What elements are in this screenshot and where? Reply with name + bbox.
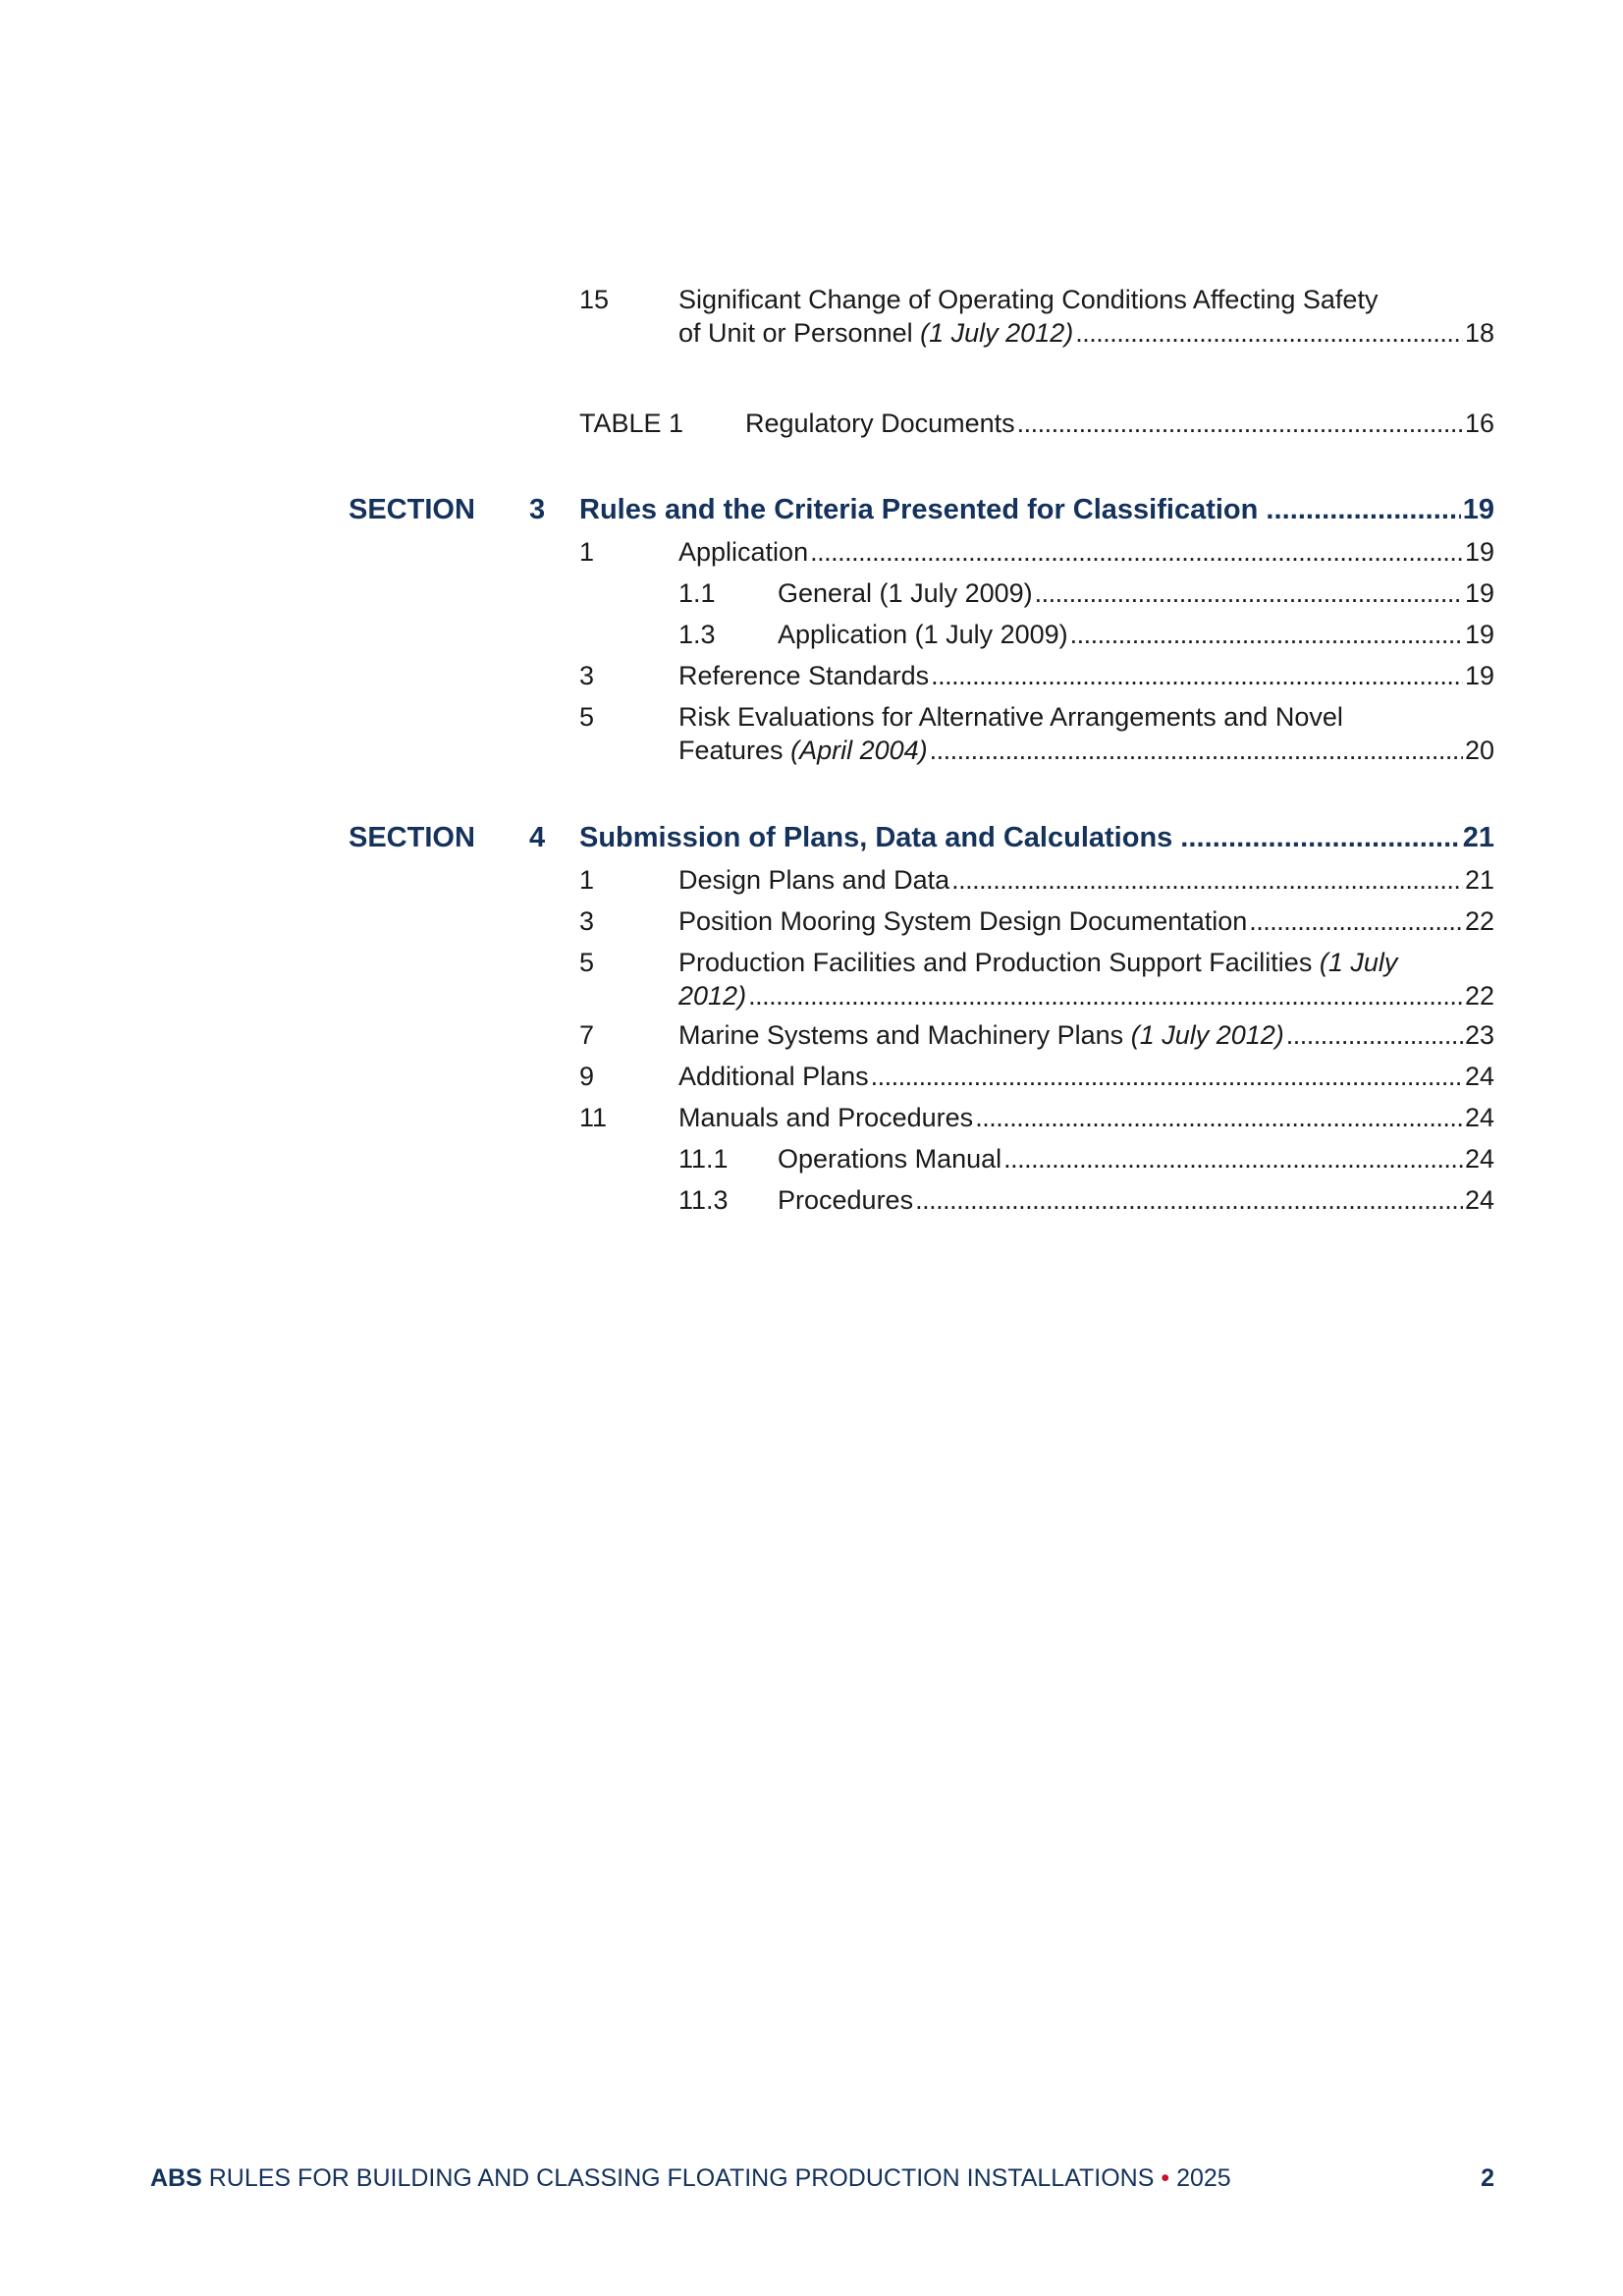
- leader-dots: [915, 1183, 1463, 1217]
- section-4-heading[interactable]: [0, 822, 1623, 857]
- entry-title: Reference Standards: [678, 661, 930, 690]
- page-ref: 24: [1464, 1144, 1494, 1174]
- leader-dots: [810, 535, 1463, 569]
- section-label: SECTION: [349, 494, 475, 525]
- leader-dots: [951, 863, 1463, 897]
- entry-number: 15: [579, 285, 610, 314]
- entry-title: Design Plans and Data: [678, 865, 950, 895]
- toc-entry[interactable]: [579, 700, 1494, 767]
- leader-dots: [1286, 1018, 1463, 1052]
- section-title: Submission of Plans, Data and Calculations: [579, 822, 1173, 853]
- page-ref: 24: [1464, 1103, 1494, 1132]
- table-title: Regulatory Documents: [745, 409, 1015, 438]
- toc-entry[interactable]: [579, 946, 1494, 1012]
- entry-number: 3: [579, 661, 595, 690]
- entry-date: (April 2004): [790, 736, 928, 765]
- leader-dots: [931, 659, 1463, 692]
- section-3-heading[interactable]: [0, 494, 1623, 529]
- page-ref: 21: [1462, 822, 1494, 853]
- toc-entry-15[interactable]: [579, 283, 1494, 354]
- footer-title: RULES FOR BUILDING AND CLASSING FLOATING PRODUCTION INSTALLATIONS: [208, 2164, 1155, 2192]
- entry-number: 1: [579, 537, 595, 567]
- entry-title-line1: Risk Evaluations for Alternative Arrangements and Novel: [678, 702, 1343, 732]
- entry-number: 7: [579, 1020, 595, 1050]
- footer-year: 2025: [1176, 2164, 1231, 2192]
- leader-dots: [930, 734, 1463, 767]
- leader-dots: [1035, 576, 1463, 610]
- section-title: Rules and the Criteria Presented for Classification: [579, 494, 1259, 525]
- table-number: TABLE 1: [579, 409, 684, 438]
- page-ref: 19: [1464, 537, 1494, 567]
- leader-dots: [1266, 494, 1460, 526]
- entry-title: Application: [678, 537, 809, 567]
- leader-dots: [1180, 822, 1460, 854]
- entry-number: 1: [579, 865, 595, 895]
- page-ref: 19: [1464, 620, 1494, 649]
- page-ref: 22: [1464, 981, 1494, 1011]
- entry-title-line1: Production Facilities and Production Support Facilities: [678, 948, 1313, 977]
- section-label: SECTION: [349, 822, 475, 853]
- page-ref: 20: [1464, 736, 1494, 765]
- page-ref: 19: [1464, 578, 1494, 608]
- page-ref: 24: [1464, 1062, 1494, 1091]
- entry-number: 11.1: [678, 1144, 729, 1174]
- entry-title: Position Mooring System Design Documentation: [678, 906, 1248, 936]
- entry-title: Marine Systems and Machinery Plans: [678, 1020, 1124, 1050]
- footer-bullet: •: [1161, 2164, 1170, 2192]
- page-ref: 22: [1464, 906, 1494, 936]
- page-ref: 18: [1464, 318, 1494, 348]
- section-number: 3: [529, 494, 546, 525]
- page-ref: 19: [1462, 494, 1494, 525]
- page-ref: 23: [1464, 1020, 1494, 1050]
- footer-brand: ABS: [150, 2164, 202, 2192]
- entry-number: 5: [579, 702, 595, 732]
- leader-dots: [1017, 407, 1463, 440]
- entry-date: (1 July 2012): [920, 318, 1074, 348]
- entry-number: 1.1: [678, 578, 716, 608]
- running-footer: [150, 2164, 1231, 2193]
- section-number: 4: [529, 822, 546, 853]
- entry-title-line2: Features: [678, 736, 784, 765]
- entry-title-line2: of Unit or Personnel: [678, 318, 913, 348]
- page-ref: 19: [1464, 661, 1494, 690]
- entry-number: 11: [579, 1103, 608, 1132]
- entry-number: 1.3: [678, 620, 716, 649]
- leader-dots: [748, 979, 1463, 1012]
- entry-date-part2: 2012): [678, 981, 747, 1011]
- toc-entry-table-1[interactable]: [579, 407, 1494, 440]
- page-number-value: 2: [1481, 2164, 1494, 2192]
- entry-date: (1 July 2012): [1130, 1020, 1284, 1050]
- leader-dots: [871, 1060, 1463, 1093]
- entry-title: General (1 July 2009): [778, 578, 1033, 608]
- entry-date-part1: (1 July: [1319, 948, 1398, 977]
- leader-dots: [1249, 904, 1463, 938]
- entry-number: 5: [579, 948, 595, 977]
- entry-title: Procedures: [778, 1185, 914, 1215]
- entry-title-line1: Significant Change of Operating Conditions Affecting Safety: [678, 285, 1379, 314]
- page-number: [1481, 2164, 1494, 2193]
- leader-dots: [1075, 316, 1463, 350]
- entry-title: Additional Plans: [678, 1062, 869, 1091]
- entry-number: 11.3: [678, 1185, 729, 1215]
- entry-number: 3: [579, 906, 595, 936]
- leader-dots: [975, 1101, 1463, 1134]
- entry-title: Application (1 July 2009): [778, 620, 1068, 649]
- entry-title: Operations Manual: [778, 1144, 1002, 1174]
- leader-dots: [1003, 1142, 1463, 1175]
- page-ref: 16: [1464, 409, 1494, 438]
- page-ref: 24: [1464, 1185, 1494, 1215]
- entry-number: 9: [579, 1062, 595, 1091]
- leader-dots: [1070, 618, 1463, 651]
- entry-title: Manuals and Procedures: [678, 1103, 974, 1132]
- page-ref: 21: [1464, 865, 1494, 895]
